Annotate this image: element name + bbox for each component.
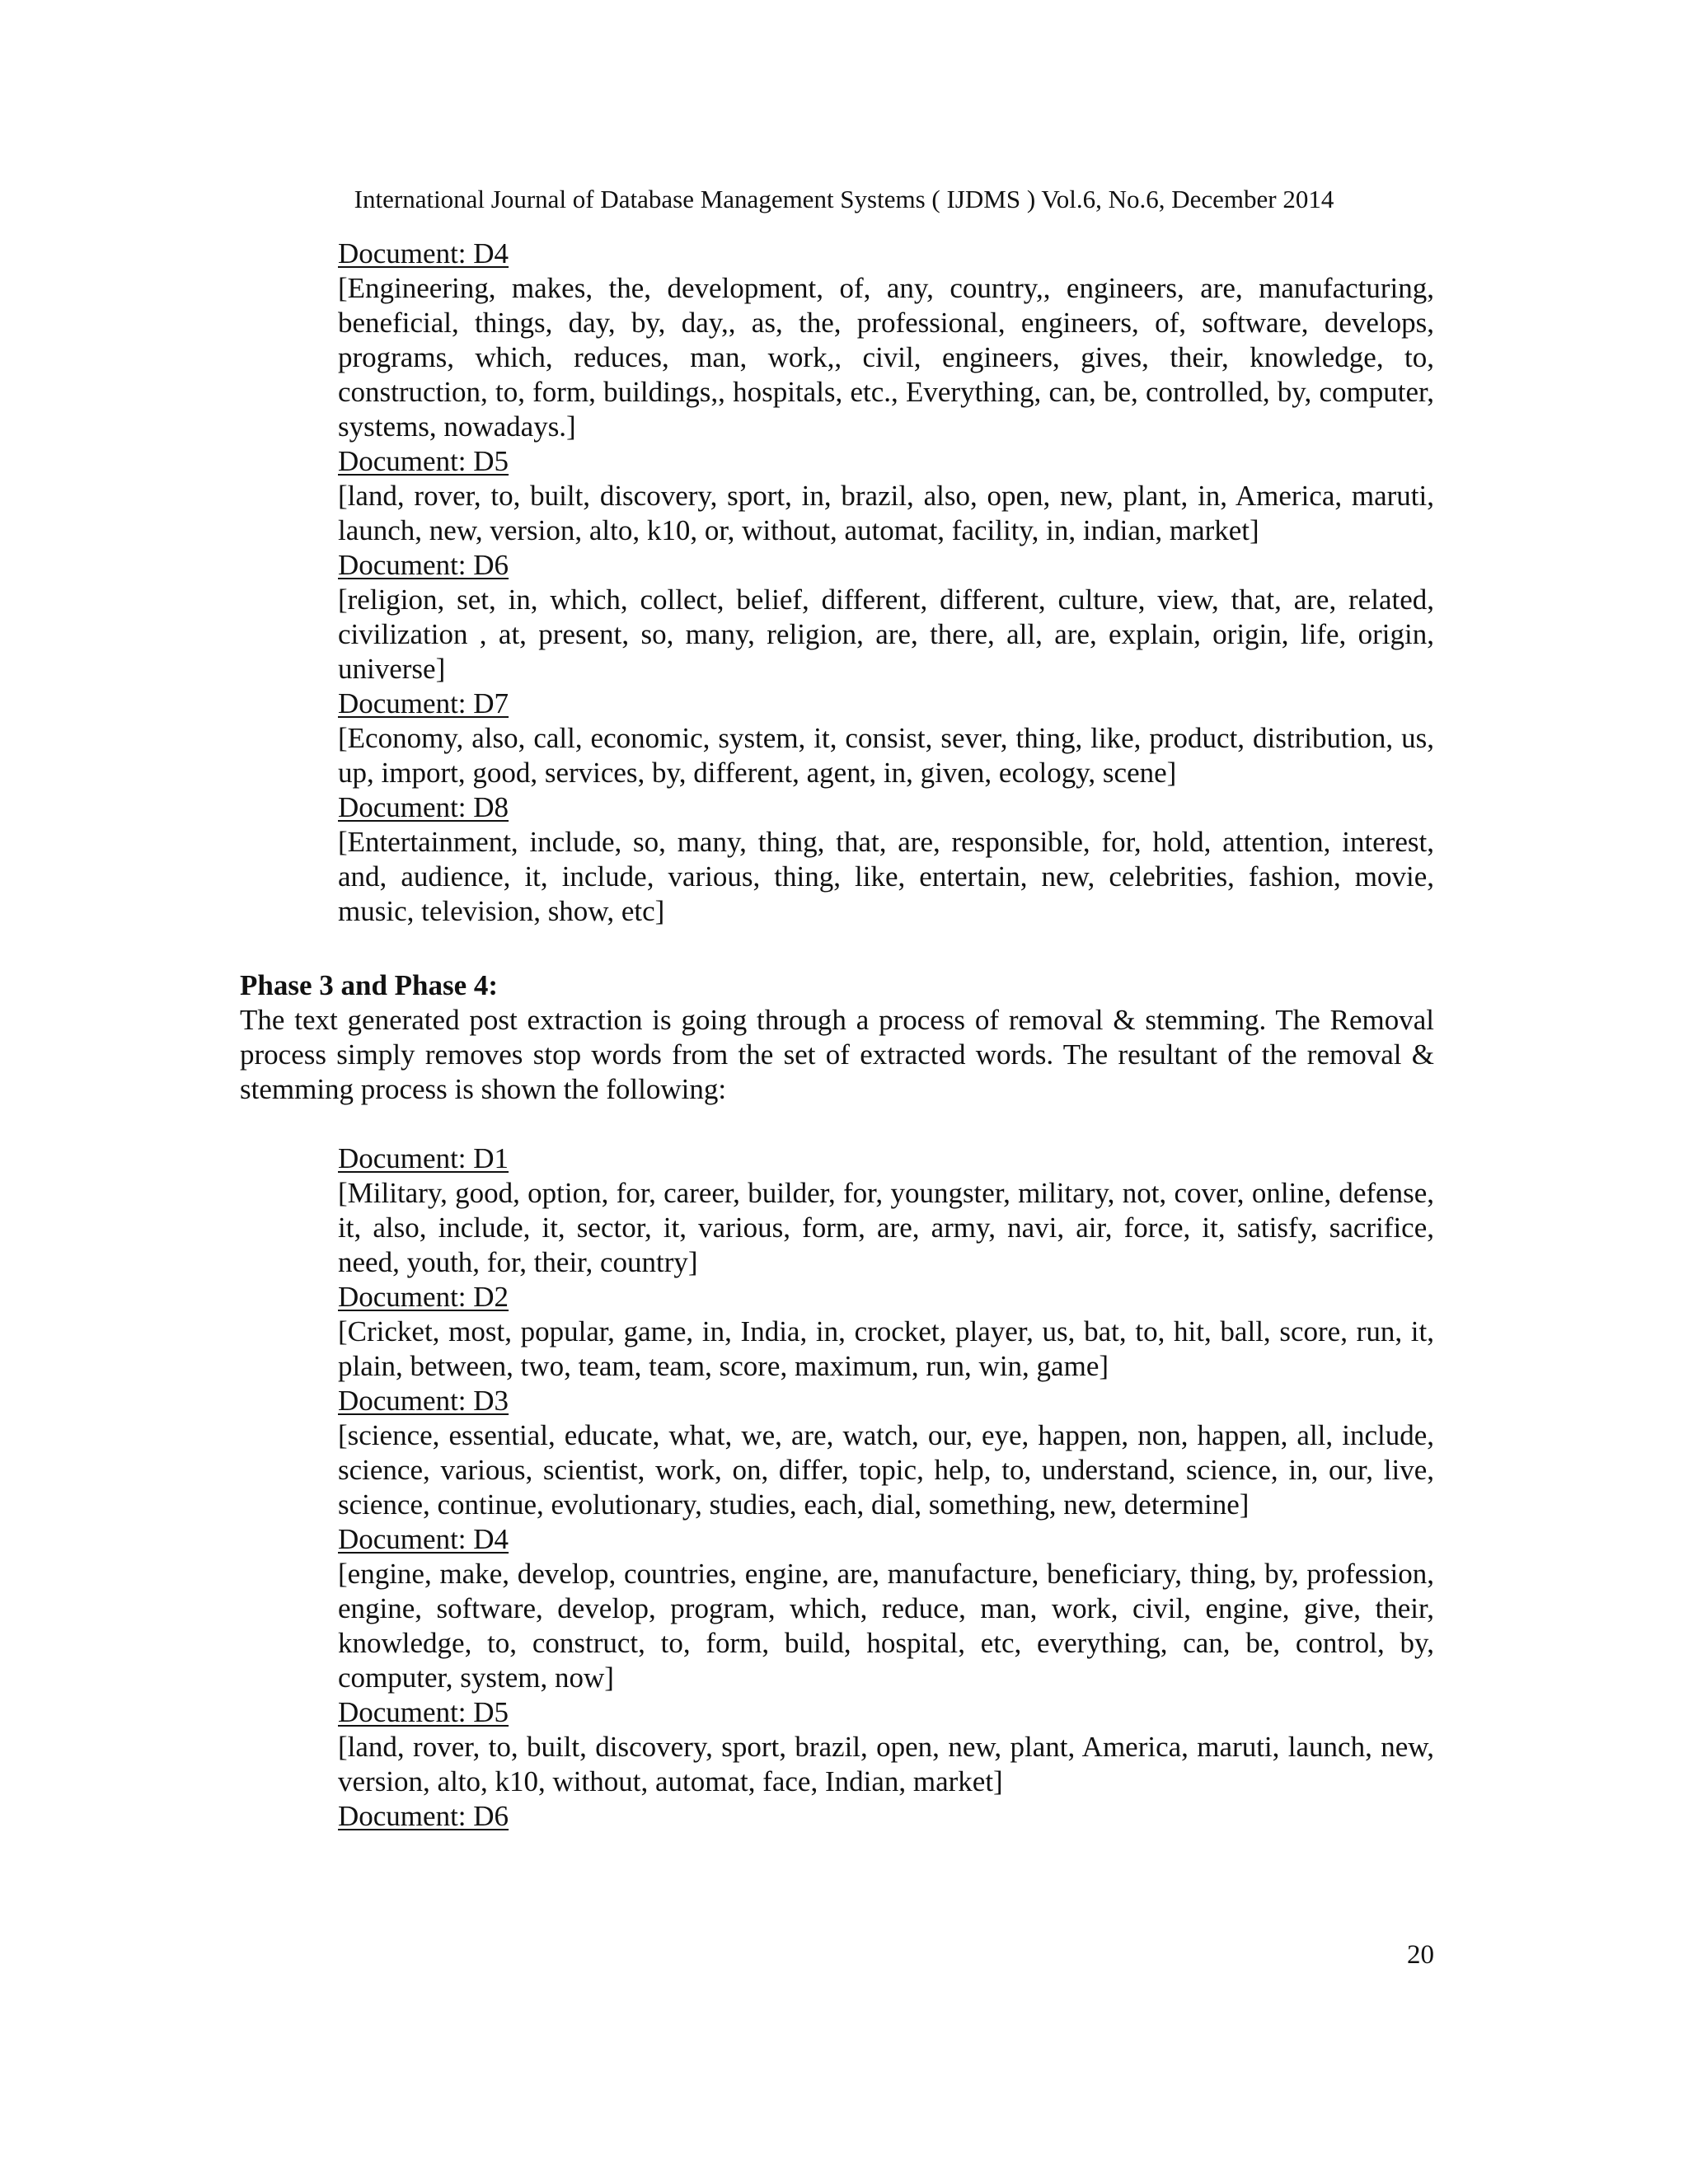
running-header: International Journal of Database Management Systems ( IJDMS ) Vol.6, No.6, December 2014: [354, 185, 1334, 213]
document-words: [land, rover, to, built, discovery, sport, brazil, open, new, plant, America, maruti, launch, new, version, alto, k10, without, automat, face, Indian, market]: [338, 1731, 1434, 1797]
document-label: Document: D1: [338, 1142, 509, 1174]
section-heading: Phase 3 and Phase 4:: [240, 969, 499, 1001]
page-number: 20: [1407, 1940, 1434, 1970]
document-entry: [338, 1141, 1434, 1280]
document-words: [Cricket, most, popular, game, in, India, in, crocket, player, us, bat, to, hit, ball, score, run, it, plain, between, two, team, team, score, maximum, run, win, game]: [338, 1315, 1434, 1382]
document-entry: [338, 790, 1434, 929]
section-paragraph: The text generated post extraction is going through a process of removal & stemming. The Removal process simply removes stop words from the set of extracted words. The resultant of the removal & stemming process is shown the following:: [240, 1004, 1434, 1105]
document-entry: [338, 1522, 1434, 1695]
document-words: [Engineering, makes, the, development, of, any, country,, engineers, are, manufacturing, beneficial, things, day, by, day,, as, the, professional, engineers, of, software, develops, programs, which, reduces, man, work,, civil, engineers, gives, their, knowledge, to, construction, to, form, buildings,, hospitals, etc., Everything, can, be, controlled, by, computer, systems, nowadays.]: [338, 272, 1434, 443]
document-label: Document: D4: [338, 237, 509, 269]
document-entry: [338, 1799, 1434, 1834]
document-entry: [338, 548, 1434, 687]
document-words: [science, essential, educate, what, we, are, watch, our, eye, happen, non, happen, all, include, science, various, scientist, work, on, differ, topic, help, to, understand, science, in, our, live, science, continue, evolutionary, studies, each, dial, something, new, determine]: [338, 1419, 1434, 1521]
document-label: Document: D8: [338, 791, 509, 823]
document-words: [Military, good, option, for, career, builder, for, youngster, military, not, cover, online, defense, it, also, include, it, sector, it, various, form, are, army, navi, air, force, it, satisfy, sacrifice, need, youth, for, their, country]: [338, 1177, 1434, 1278]
document-entry: [338, 1280, 1434, 1384]
document-words: [religion, set, in, which, collect, belief, different, different, culture, view, that, are, related, civilization , at, present, so, many, religion, are, there, all, are, explain, origin, life, origin, universe]: [338, 583, 1434, 685]
document-label: Document: D7: [338, 687, 509, 719]
document-entry: [338, 237, 1434, 444]
document-label: Document: D6: [338, 1800, 509, 1832]
document-entry: [338, 444, 1434, 548]
document-words: [Economy, also, call, economic, system, it, consist, sever, thing, like, product, distribution, us, up, import, good, services, by, different, agent, in, given, ecology, scene]: [338, 722, 1434, 789]
document-entry: [338, 1695, 1434, 1799]
document-words: [land, rover, to, built, discovery, sport, in, brazil, also, open, new, plant, in, America, maruti, launch, new, version, alto, k10, or, without, automat, facility, in, indian, market]: [338, 480, 1434, 546]
document-label: Document: D5: [338, 1696, 509, 1728]
document-words: [Entertainment, include, so, many, thing, that, are, responsible, for, hold, attention, interest, and, audience, it, include, various, thing, like, entertain, new, celebrities, fashion, movie, music, television, show, etc]: [338, 826, 1434, 927]
phase-3-4-section: [240, 968, 1434, 1107]
document-label: Document: D6: [338, 549, 509, 581]
document-list-after-stemming: [338, 1141, 1434, 1834]
document-words: [engine, make, develop, countries, engine, are, manufacture, beneficiary, thing, by, profession, engine, software, develop, program, which, reduce, man, work, civil, engine, give, their, knowledge, to, construct, to, form, build, hospital, etc, everything, can, be, control, by, computer, system, now]: [338, 1558, 1434, 1694]
document-label: Document: D4: [338, 1523, 509, 1555]
document-label: Document: D3: [338, 1385, 509, 1417]
document-entry: [338, 687, 1434, 790]
document-list-before-stemming: [338, 237, 1434, 929]
document-label: Document: D2: [338, 1281, 509, 1313]
document-label: Document: D5: [338, 445, 509, 477]
document-entry: [338, 1384, 1434, 1522]
